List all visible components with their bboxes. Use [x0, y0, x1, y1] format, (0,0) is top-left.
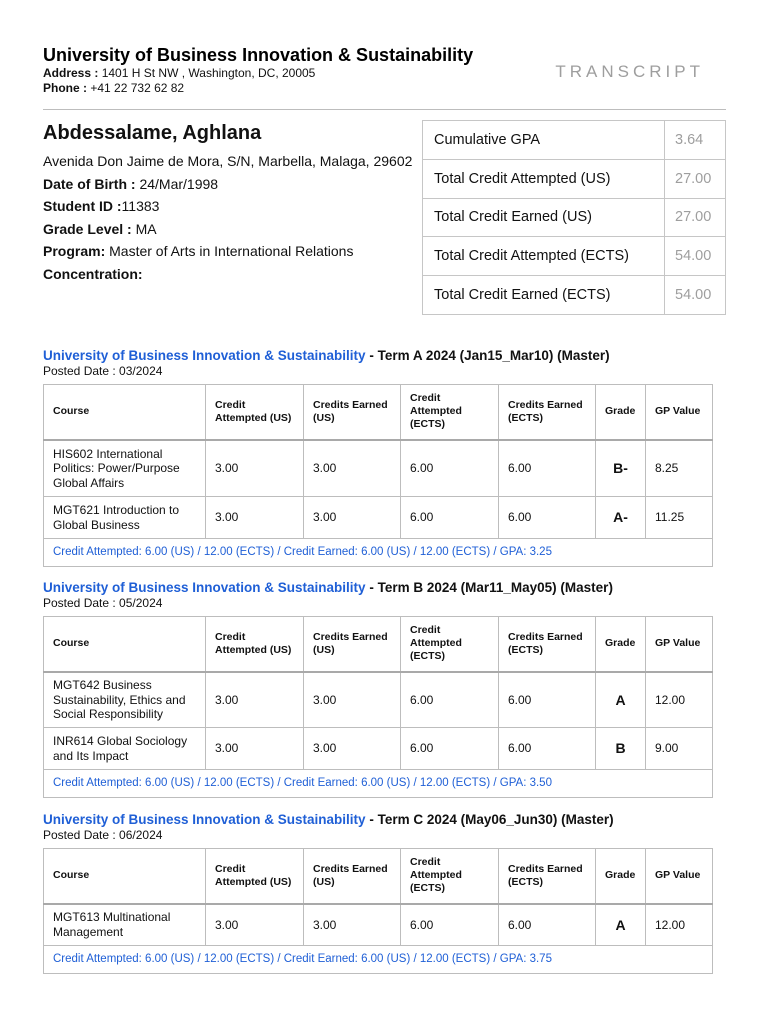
cell-att-ects: 6.00 — [401, 672, 499, 728]
cell-att-us: 3.00 — [206, 672, 304, 728]
cell-earn-ects: 6.00 — [499, 672, 596, 728]
cell-course: MGT642 Business Sustainability, Ethics and Social Responsibility — [44, 672, 206, 728]
term-name: - Term C 2024 (May06_Jun30) (Master) — [365, 812, 614, 827]
cell-att-ects: 6.00 — [401, 904, 499, 946]
cell-grade: B — [596, 728, 646, 770]
date-of-birth — [43, 173, 418, 196]
program-label: Program: — [43, 243, 106, 259]
cell-gp: 12.00 — [646, 672, 713, 728]
summary-value: 54.00 — [665, 276, 726, 315]
cell-att-us: 3.00 — [206, 728, 304, 770]
grade-level — [43, 218, 418, 241]
term-name: - Term A 2024 (Jan15_Mar10) (Master) — [365, 348, 610, 363]
column-header: Credit Attempted (ECTS) — [401, 385, 499, 440]
cell-earn-ects: 6.00 — [499, 440, 596, 497]
column-header: Credit Attempted (US) — [206, 385, 304, 440]
cell-gp: 12.00 — [646, 904, 713, 946]
column-header: GP Value — [646, 617, 713, 672]
phone-value: +41 22 732 62 82 — [90, 81, 185, 95]
summary-row — [423, 121, 726, 160]
courses-table — [43, 384, 713, 567]
term-totals: Credit Attempted: 6.00 (US) / 12.00 (ECTS) / Credit Earned: 6.00 (US) / 12.00 (ECTS) / GPA: 3.25 — [44, 539, 713, 567]
summary-value: 27.00 — [665, 159, 726, 198]
cell-course: MGT613 Multinational Management — [44, 904, 206, 946]
concentration-label: Concentration: — [43, 265, 143, 282]
cell-att-us: 3.00 — [206, 440, 304, 497]
term-totals-row — [44, 770, 713, 798]
summary-label: Total Credit Attempted (US) — [423, 159, 665, 198]
column-header: Credit Attempted (US) — [206, 617, 304, 672]
column-header: Credit Attempted (ECTS) — [401, 849, 499, 904]
column-header: Credit Attempted (US) — [206, 849, 304, 904]
cell-earn-us: 3.00 — [304, 440, 401, 497]
column-header: Course — [44, 617, 206, 672]
transcript-title: TRANSCRIPT — [555, 62, 704, 81]
column-header: GP Value — [646, 849, 713, 904]
term-totals-row — [44, 539, 713, 567]
dob-label: Date of Birth : — [43, 175, 136, 192]
cell-earn-us: 3.00 — [304, 672, 401, 728]
cell-earn-us: 3.00 — [304, 497, 401, 539]
table-row — [44, 440, 713, 497]
posted-date: Posted Date : 03/2024 — [43, 364, 163, 378]
summary-row — [423, 237, 726, 276]
gpa-summary-table — [422, 120, 726, 315]
cell-gp: 11.25 — [646, 497, 713, 539]
column-header: Credits Earned (US) — [304, 385, 401, 440]
phone-label: Phone : — [43, 81, 87, 95]
table-row — [44, 904, 713, 946]
summary-row — [423, 159, 726, 198]
cell-att-ects: 6.00 — [401, 440, 499, 497]
cell-grade: A- — [596, 497, 646, 539]
grade-level-value: MA — [135, 220, 157, 237]
courses-table — [43, 616, 713, 798]
table-header-row — [44, 849, 713, 904]
term-university-link[interactable]: University of Business Innovation & Sustainability — [43, 580, 366, 595]
cell-course: INR614 Global Sociology and Its Impact — [44, 728, 206, 770]
column-header: Credits Earned (US) — [304, 617, 401, 672]
summary-value: 27.00 — [665, 198, 726, 237]
column-header: Credit Attempted (ECTS) — [401, 617, 499, 672]
table-header-row — [44, 385, 713, 440]
summary-row — [423, 198, 726, 237]
university-phone — [43, 81, 726, 96]
column-header: Grade — [596, 617, 646, 672]
cell-gp: 8.25 — [646, 440, 713, 497]
cell-att-us: 3.00 — [206, 904, 304, 946]
student-id — [43, 195, 418, 218]
address-value: 1401 H St NW , Washington, DC, 20005 — [101, 66, 316, 80]
courses-table — [43, 848, 713, 974]
cell-course: HIS602 International Politics: Power/Purpose Global Affairs — [44, 440, 206, 497]
column-header: Grade — [596, 849, 646, 904]
column-header: Credits Earned (US) — [304, 849, 401, 904]
cell-earn-ects: 6.00 — [499, 497, 596, 539]
term-section — [43, 347, 712, 567]
column-header: Course — [44, 385, 206, 440]
dob-value: 24/Mar/1998 — [139, 175, 219, 192]
table-header-row — [44, 617, 713, 672]
program-value: Master of Arts in International Relations — [109, 243, 354, 259]
summary-value: 54.00 — [665, 237, 726, 276]
grade-level-label: Grade Level : — [43, 220, 132, 237]
term-university-link[interactable]: University of Business Innovation & Sustainability — [43, 812, 366, 827]
table-row — [44, 497, 713, 539]
table-row — [44, 728, 713, 770]
summary-row — [423, 276, 726, 315]
student-id-label: Student ID : — [43, 198, 122, 214]
term-university-link[interactable]: University of Business Innovation & Sustainability — [43, 348, 366, 363]
cell-earn-ects: 6.00 — [499, 904, 596, 946]
cell-att-ects: 6.00 — [401, 497, 499, 539]
cell-grade: A — [596, 672, 646, 728]
summary-value: 3.64 — [665, 121, 726, 160]
cell-earn-ects: 6.00 — [499, 728, 596, 770]
cell-gp: 9.00 — [646, 728, 713, 770]
summary-label: Total Credit Attempted (ECTS) — [423, 237, 665, 276]
term-title — [43, 811, 712, 828]
column-header: Grade — [596, 385, 646, 440]
cell-att-us: 3.00 — [206, 497, 304, 539]
student-name: Abdessalame, Aghlana — [43, 122, 262, 144]
term-name: - Term B 2024 (Mar11_May05) (Master) — [365, 580, 613, 595]
university-name: University of Business Innovation & Sustainability — [43, 45, 474, 65]
posted-date: Posted Date : 06/2024 — [43, 828, 163, 842]
column-header: Credits Earned (ECTS) — [499, 385, 596, 440]
term-title — [43, 347, 712, 364]
term-totals-row — [44, 946, 713, 974]
summary-label: Cumulative GPA — [423, 121, 665, 160]
summary-label: Total Credit Earned (US) — [423, 198, 665, 237]
column-header: Credits Earned (ECTS) — [499, 849, 596, 904]
column-header: GP Value — [646, 385, 713, 440]
program — [43, 240, 418, 263]
cell-grade: B- — [596, 440, 646, 497]
document-header — [43, 44, 726, 110]
student-info — [43, 120, 418, 285]
student-id-value: 11383 — [121, 198, 160, 214]
cell-earn-us: 3.00 — [304, 728, 401, 770]
summary-label: Total Credit Earned (ECTS) — [423, 276, 665, 315]
address-label: Address : — [43, 66, 99, 80]
column-header: Course — [44, 849, 206, 904]
table-row — [44, 672, 713, 728]
cell-att-ects: 6.00 — [401, 728, 499, 770]
cell-course: MGT621 Introduction to Global Business — [44, 497, 206, 539]
cell-earn-us: 3.00 — [304, 904, 401, 946]
cell-grade: A — [596, 904, 646, 946]
term-totals: Credit Attempted: 6.00 (US) / 12.00 (ECTS) / Credit Earned: 6.00 (US) / 12.00 (ECTS) / GPA: 3.75 — [44, 946, 713, 974]
term-totals: Credit Attempted: 6.00 (US) / 12.00 (ECTS) / Credit Earned: 6.00 (US) / 12.00 (ECTS) / GPA: 3.50 — [44, 770, 713, 798]
posted-date: Posted Date : 05/2024 — [43, 596, 163, 610]
student-address: Avenida Don Jaime de Mora, S/N, Marbella, Malaga, 29602 — [43, 153, 413, 169]
term-section — [43, 811, 712, 974]
concentration — [43, 263, 418, 286]
term-section — [43, 579, 712, 798]
term-title — [43, 579, 712, 596]
column-header: Credits Earned (ECTS) — [499, 617, 596, 672]
